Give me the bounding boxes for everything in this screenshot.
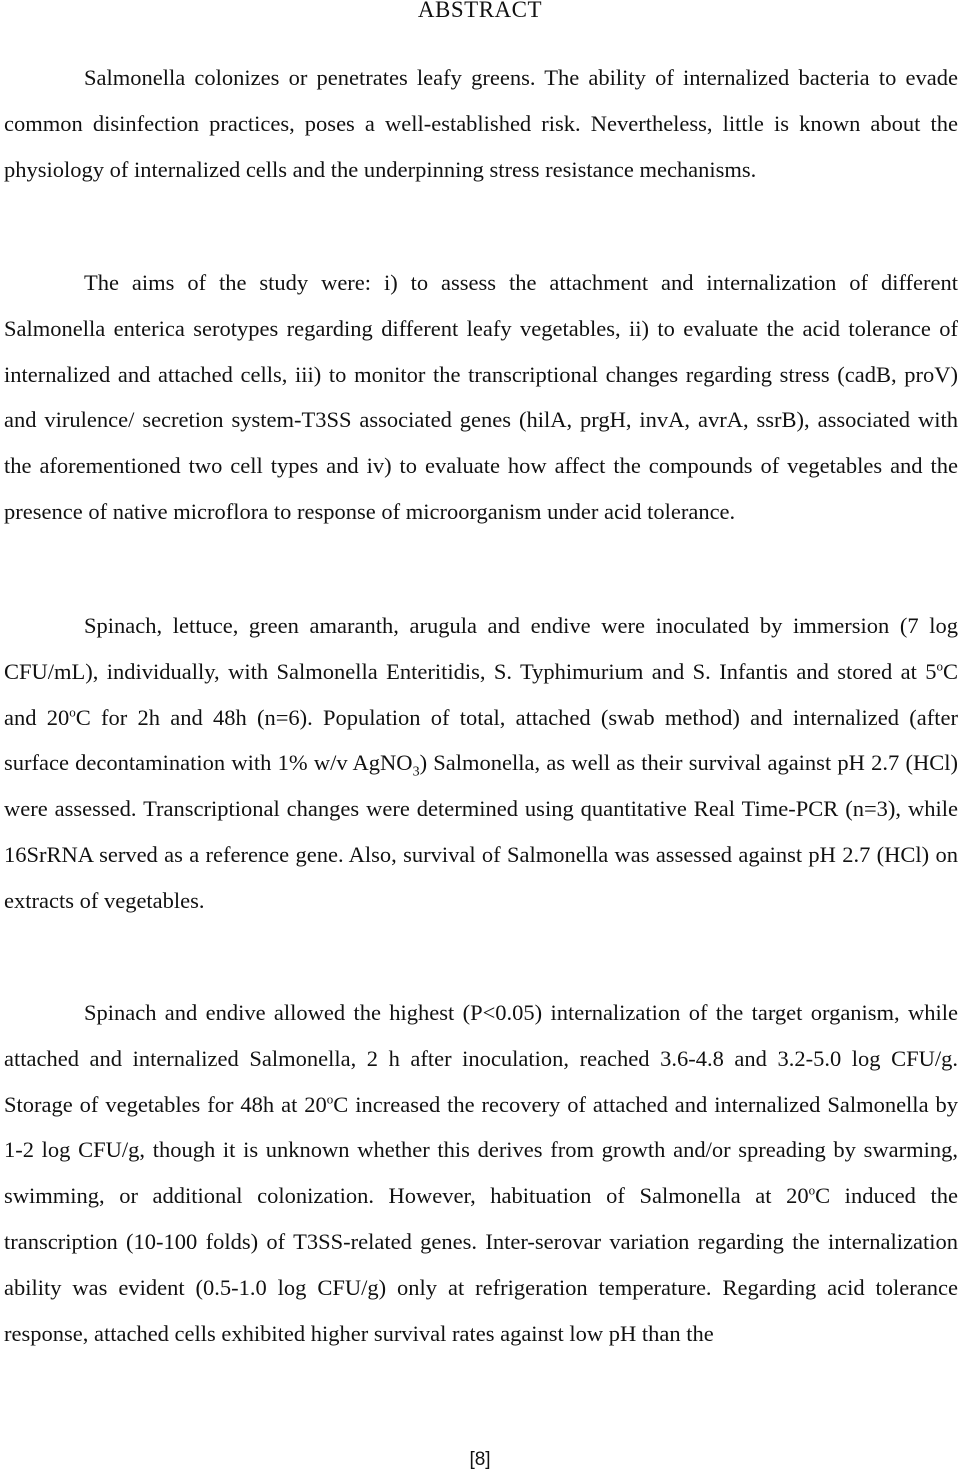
abstract-heading: ABSTRACT: [417, 0, 543, 22]
paragraph-text: Salmonella colonizes or penetrates leafy greens. The ability of internalized bacteria to evade common disinfection practices, poses a well-established risk. Nevertheless, little is known about the physiology of internalized cells and the underpinning stress resistance mechanisms.: [4, 65, 958, 182]
paragraph-aims: [4, 260, 958, 535]
superscript-degree: o: [808, 1182, 816, 1198]
paragraph-introduction: [4, 55, 958, 192]
superscript-degree: o: [69, 704, 76, 720]
paragraph-text: C for 2h and 48h (n=6). Population of total, attached (swab method) and internalized (after surface decontamination with 1% w/v AgNO: [4, 704, 958, 776]
paragraph-results: [4, 990, 958, 1356]
paragraph-text: Spinach, lettuce, green amaranth, arugula and endive were inoculated by immersion (7 log CFU/mL), individually, with Salmonella Enteritidis, S. Typhimurium and S. Infantis and stored at 5: [4, 613, 958, 684]
paragraph-text: The aims of the study were: i) to assess the attachment and internalization of different Salmonella enterica serotypes regarding different leafy vegetables, ii) to evaluate the acid tolerance of internalized and attached cells, iii) to monitor the transcriptional changes regarding stress (cadB, proV) and virulence/ secretion system-T3SS associated genes (hilA, prgH, invA, avrA, ssrB), associated with the aforementioned two cell types and iv) to evaluate how affect the compounds of vegetables and the presence of native microflora to response of microorganism under acid tolerance.: [4, 270, 958, 524]
paragraph-text: C induced the transcription (10-100 folds) of T3SS-related genes. Inter-serovar variation regarding the internalization ability was evident (0.5-1.0 log CFU/g) only at refrigeration temperature. Regarding acid tolerance response, attached cells exhibited higher survival rates against low pH than the: [4, 1183, 958, 1346]
paragraph-text: C and 20: [4, 658, 958, 730]
paragraph-methods: [4, 603, 958, 924]
paragraph-text: C increased the recovery of attached and internalized Salmonella by 1-2 log CFU/g, though it is unknown whether this derives from growth and/or spreading by swarming, swimming, or additional colonization. However, habituation of Salmonella at 20: [4, 1091, 958, 1209]
superscript-degree: o: [936, 658, 943, 674]
superscript-degree: o: [326, 1091, 334, 1107]
page-number: [8]: [469, 1449, 491, 1470]
paragraph-text: ) Salmonella, as well as their survival against pH 2.7 (HCl) were assessed. Transcriptional changes were determined using quantitative Real Time-PCR (n=3), while 16SrRNA served as a reference gene. Also, survival of Salmonella was assessed against pH 2.7 (HCl) on extracts of vegetables.: [4, 750, 959, 913]
subscript-number: 3: [412, 764, 420, 780]
paragraph-text: Spinach and endive allowed the highest (P<0.05) internalization of the target organism, while attached and internalized Salmonella, 2 h after inoculation, reached 3.6-4.8 and 3.2-5.0 log CFU/g. Storage of vegetables for 48h at 20: [4, 1000, 958, 1117]
